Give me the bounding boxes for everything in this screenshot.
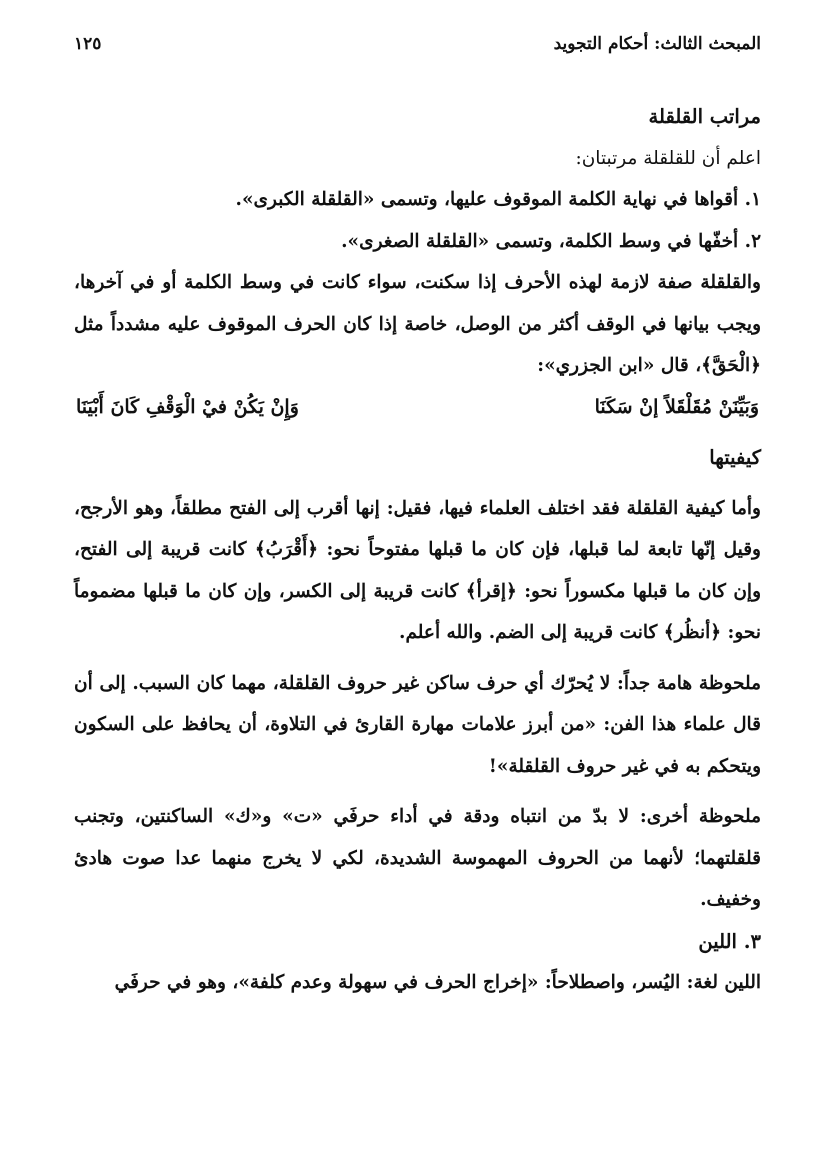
qalqala-intro: اعلم أن للقلقلة مرتبتان:	[575, 147, 761, 169]
page-number: ١٢٥	[74, 34, 102, 54]
another-note	[74, 796, 761, 921]
important-note	[74, 663, 761, 788]
heading-leen: ٣. اللين	[698, 929, 761, 953]
another-note-label: ملحوظة أخرى:	[639, 806, 761, 827]
important-note-text: لا يُحرّك أي حرف ساكن غير حروف القلقلة، مهما كان السبب. إلى أن قال علماء هذا الفن: «من أبرز علامات مهارة القارئ في التلاوة، أن يحافظ على السكون ويتحكم به في غير حروف القلقلة»!	[74, 672, 761, 777]
qalqala-paragraph: والقلقلة صفة لازمة لهذه الأحرف إذا سكنت، سواء كانت في وسط الكلمة أو في آخرها، ويجب بيانها في الوقف أكثر من الوصل، خاصة إذا كان الحرف الموقوف عليه مشدداً مثل ﴿الْحَقَّ﴾، قال «ابن الجزري»:	[74, 272, 761, 376]
leen-paragraph: اللين لغة: اليُسر، واصطلاحاً: «إخراج الحرف في سهولة وعدم كلفة»، وهو في حرفَي	[114, 972, 761, 993]
important-note-label: ملحوظة هامة جداً:	[617, 672, 761, 694]
verse-second-hemistich: وَإِنْ يَكُنْ فيْ الْوَقْفِ كَانَ أَبْيَنَا	[76, 395, 299, 418]
manner-paragraph: وأما كيفية القلقلة فقد اختلف العلماء فيها، فقيل: إنها أقرب إلى الفتح مطلقاً، وهو الأرجح، وقيل إنّها تابعة لما قبلها، فإن كان ما قبلها مفتوحاً نحو: ﴿أَقْرَبُ﴾ كانت قريبة إلى الفتح، وإن كان ما قبلها مكسوراً نحو: ﴿إقرأ﴾ كانت قريبة إلى الكسر، وإن كان ما قبلها مضموماً نحو: ﴿أنظُر﴾ كانت قريبة إلى الضم. والله أعلم.	[74, 497, 761, 643]
running-header	[74, 34, 761, 54]
chapter-title: المبحث الثالث: أحكام التجويد	[553, 34, 761, 54]
qalqala-level-item-2: ٢. أخفّها في وسط الكلمة، وتسمى «القلقلة الصغرى».	[341, 230, 761, 252]
page-body	[74, 96, 761, 1004]
heading-manner: كيفيتها	[709, 446, 761, 469]
heading-qalqala-levels: مراتب القلقلة	[648, 105, 761, 128]
verse-first-hemistich: وَبَيِّنَنْ مُقَلْقَلاً إنْ سَكَنَا	[594, 395, 759, 418]
poetry-verse	[74, 387, 761, 429]
qalqala-level-item-1: ١. أقواها في نهاية الكلمة الموقوف عليها، وتسمى «القلقلة الكبرى».	[235, 189, 761, 210]
another-note-text: لا بدّ من انتباه ودقة في أداء حرفَي «ت» و«ك» الساكنتين، وتجنب قلقلتهما؛ لأنهما من الحروف المهموسة الشديدة، لكي لا يخرج منهما عدا صوت هادئ وخفيف.	[74, 806, 761, 910]
